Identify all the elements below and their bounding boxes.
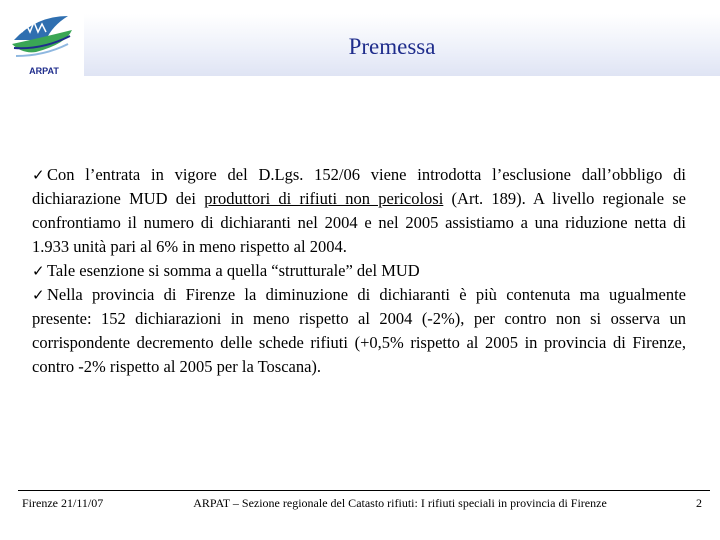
paragraph-1-text-b: (Art. 189). A livello regionale se confrontiamo il numero di dichiaranti nel 2004 e nel 2005 assistiamo a una riduzione netta di 1.933 unità pari al 6% in meno rispetto al 2004.: [32, 189, 687, 256]
logo-text: ARPAT: [29, 66, 59, 76]
checkmark-icon: ✓: [32, 166, 45, 184]
checkmark-icon: ✓: [32, 286, 45, 304]
paragraph-2-text: Tale esenzione si somma a quella “strutturale” del MUD: [47, 261, 420, 280]
page-title: Premessa: [348, 34, 436, 59]
paragraph-3-text: Nella provincia di Firenze la diminuzione di dichiaranti è più contenuta ma ugualmente presente: 152 dichiarazioni in meno rispetto al 2004 (-2%), per contro non si osserva un corrispondente decremento delle schede rifiuti (+0,5% rispetto al 2005 in provincia di Firenze, contro -2% rispetto al 2005 per la Toscana).: [32, 285, 686, 376]
logo-graphic: [6, 10, 82, 82]
footer-divider: [18, 490, 710, 491]
paragraph-1-underlined: produttori di rifiuti non pericolosi: [204, 189, 444, 208]
checkmark-icon: ✓: [32, 262, 45, 280]
arpat-logo: [6, 10, 82, 82]
page-number: 2: [696, 496, 702, 510]
bullet-paragraph-3: [32, 283, 686, 379]
footer-caption: ARPAT – Sezione regionale del Catasto rifiuti: I rifiuti speciali in provincia di Firenze: [193, 496, 607, 510]
bullet-paragraph-2: [32, 259, 686, 283]
paragraph-1-text-a: Con l’entrata in vigore del D.Lgs. 152/06 viene introdotta l’esclusione dall’obbligo di dichiarazione MUD dei: [32, 165, 686, 208]
footer-date: Firenze 21/11/07: [22, 496, 104, 510]
slide-content: [32, 163, 686, 379]
bullet-paragraph-1: [32, 163, 686, 259]
